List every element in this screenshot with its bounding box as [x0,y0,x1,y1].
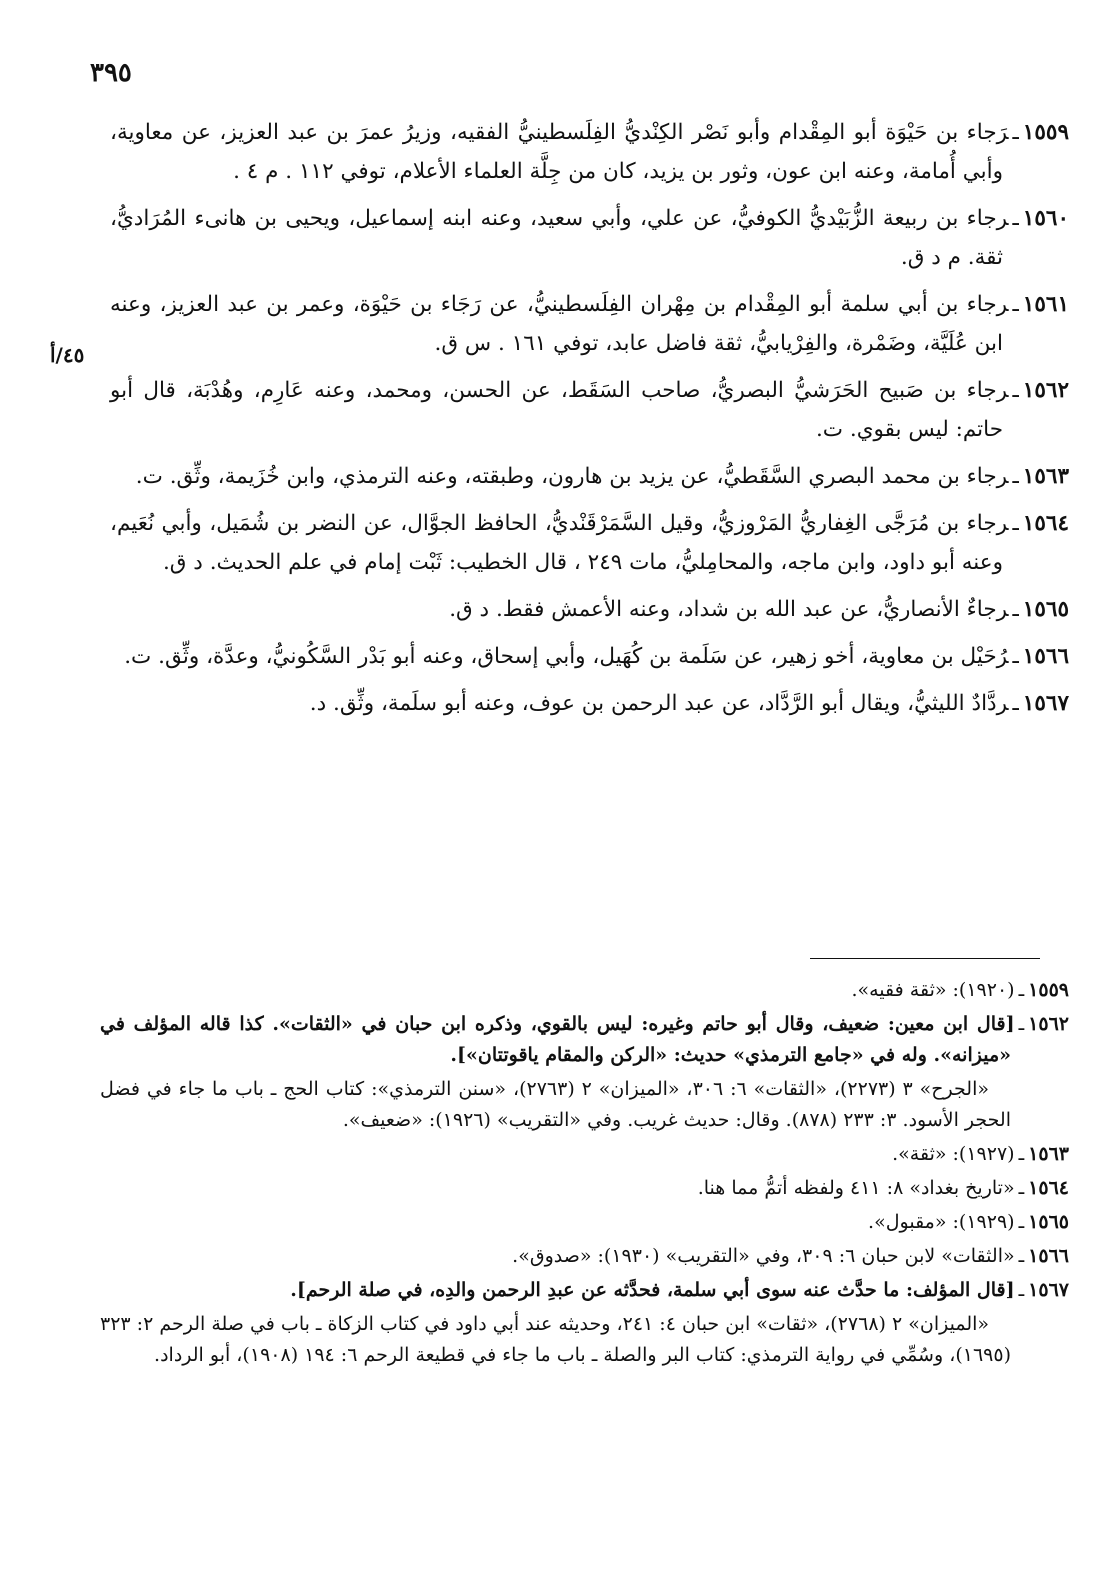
entry-number: ١٥٦٢ [1022,378,1069,403]
footnotes-list [100,975,1069,1374]
entry-separator: ـ [1012,378,1019,403]
footnote-text: «الثقات» لابن حبان ٦: ٣٠٩، وفي «التقريب» (١٩٣٠): «صدوق». [512,1245,1015,1267]
entry-text: رُحَيْل بن معاوية، أخو زهير، عن سَلَمة بن كُهَيل، وأبي إسحاق، وعنه أبو بَدْر السَّكُونيُّ، وعدَّة، وثِّق. ت. [124,644,1009,669]
footnote-separator: ـ [1018,1177,1025,1199]
entry-text: رجاءٌ الأنصاريُّ، عن عبد الله بن شداد، وعنه الأعمش فقط. د ق. [449,597,1009,622]
margin-note: ٤٥/أ [50,343,85,367]
entry-item [110,113,1069,191]
footnote-number: ١٥٦٦ [1028,1245,1069,1267]
footnote-text: «تاريخ بغداد» ٨: ٤١١ ولفظه أتمُّ مما هنا. [697,1177,1015,1199]
footnote-number: ١٥٦٥ [1028,1211,1069,1233]
entry-item [110,504,1069,582]
footnote-number: ١٥٦٣ [1028,1143,1069,1165]
entry-item [110,457,1069,496]
entry-separator: ـ [1012,120,1019,145]
footnote-text: [قال ابن معين: ضعيف، وقال أبو حاتم وغيره: ليس بالقوي، وذكره ابن حبان في «الثقات». كذا قاله المؤلف في «ميزانه». وله في «جامع الترمذي» حديث: «الركن والمقام ياقوتتان»]. [100,1013,1015,1066]
entry-text: رَجاء بن حَيْوَة أبو المِقْدام وأبو نَصْر الكِنْديُّ الفِلَسطينيُّ الفقيه، وزيرُ عمرَ بن عبد العزيز، عن معاوية، وأبي أُمامة، وعنه ابن عون، وثور بن يزيد، كان من جِلَّة العلماء الأعلام، توفي ١١٢ . م ٤ . [110,120,1009,184]
footnote-text: (١٩٢٠): «ثقة فقيه». [851,979,1015,1001]
entry-item [110,590,1069,629]
footnote-source: «الجرح» ٣ (٢٢٧٣)، «الثقات» ٦: ٣٠٦، «الميزان» ٢ (٢٧٦٣)، «سنن الترمذي»: كتاب الحج ـ باب ما جاء في فضل الحجر الأسود. ٣: ٢٣٣ (٨٧٨). وقال: حديث غريب. وفي «التقريب» (١٩٢٦): «ضعيف». [100,1078,1011,1131]
footnote-item [100,1241,1069,1272]
entry-text: رجاء بن مُرَجَّى الغِفاريُّ المَرْوزيُّ، وقيل السَّمَرْقَنْديُّ، الحافظ الجوَّال، عن النضر بن شُمَيل، وأبي نُعَيم، وعنه أبو داود، وابن ماجه، والمحامِليُّ، مات ٢٤٩ ، قال الخطيب: ثَبْت إمام في علم الحديث. د ق. [110,511,1009,575]
entry-number: ١٥٦٦ [1022,644,1069,669]
entry-separator: ـ [1012,511,1019,536]
footnote-separator: ـ [1018,979,1025,1001]
entry-number: ١٥٦١ [1022,292,1069,317]
entry-separator: ـ [1012,206,1019,231]
footnote-item [100,1139,1069,1170]
entry-number: ١٥٦٣ [1022,464,1069,489]
entry-separator: ـ [1012,644,1019,669]
footnote-item [100,1275,1069,1306]
footnote-text: [قال المؤلف: ما حدَّث عنه سوى أبي سلمة، فحدَّثه عن عبدِ الرحمن والدِه، في صلة الرحم]. [290,1279,1015,1301]
footnote-item [100,1009,1069,1071]
footnote-text: (١٩٢٩): «مقبول». [868,1211,1015,1233]
footnote-divider [810,958,1040,959]
entry-number: ١٥٥٩ [1022,120,1069,145]
entry-number: ١٥٦٠ [1022,206,1069,231]
footnote-item [100,1207,1069,1238]
entry-separator: ـ [1012,597,1019,622]
entry-item [110,199,1069,277]
footnote-source: «الميزان» ٢ (٢٧٦٨)، «ثقات» ابن حبان ٤: ٢٤١، وحديثه عند أبي داود في كتاب الزكاة ـ باب في صلة الرحم ٢: ٣٢٣ (١٦٩٥)، وسُمِّي في رواية الترمذي: كتاب البر والصلة ـ باب ما جاء في قطيعة الرحم ٦: ١٩٤ (١٩٠٨)، أبو الرداد. [100,1313,1011,1366]
footnote-separator: ـ [1018,1143,1025,1165]
entry-text: رجاء بن أبي سلمة أبو المِقْدام بن مِهْران الفِلَسطينيُّ، عن رَجَاء بن حَيْوَة، وعمر بن عبد العزيز، وعنه ابن عُلَيَّة، وضَمْرة، والفِرْيابيُّ، ثقة فاضل عابد، توفي ١٦١ . س ق. [110,292,1009,356]
footnote-separator: ـ [1018,1279,1025,1301]
entry-text: رجاء بن ربيعة الزُّبَيْديُّ الكوفيُّ، عن علي، وأبي سعيد، وعنه ابنه إسماعيل، ويحيى بن هانىء المُرَاديُّ، ثقة. م د ق. [110,206,1009,270]
footnote-separator: ـ [1018,1013,1025,1035]
entry-item [110,637,1069,676]
entries-list [110,113,1069,731]
entry-text: ردَّادٌ الليثيُّ، ويقال أبو الرَّدَّاد، عن عبد الرحمن بن عوف، وعنه أبو سلَمة، وثِّق. د. [309,691,1009,716]
footnote-number: ١٥٥٩ [1028,979,1069,1001]
footnote-text: (١٩٢٧): «ثقة». [892,1143,1015,1165]
entry-separator: ـ [1012,691,1019,716]
footnote-separator: ـ [1018,1245,1025,1267]
entry-text: رجاء بن صَبيح الحَرَشيُّ البصريُّ، صاحب السَقَط، عن الحسن، ومحمد، وعنه عَارِم، وهُدْبَة، قال أبو حاتم: ليس بقوي. ت. [110,378,1009,442]
entry-number: ١٥٦٧ [1022,691,1069,716]
footnote-item [100,1173,1069,1204]
entry-text: رجاء بن محمد البصري السَّقَطيُّ، عن يزيد بن هارون، وطبقته، وعنه الترمذي، وابن خُزَيمة، وثِّق. ت. [135,464,1009,489]
entry-separator: ـ [1012,464,1019,489]
entry-item [110,371,1069,449]
footnote-number: ١٥٦٤ [1028,1177,1069,1199]
entry-item [110,285,1069,363]
page-number: ٣٩٥ [90,58,132,88]
footnote-number: ١٥٦٧ [1028,1279,1069,1301]
footnote-item [100,975,1069,1006]
entry-number: ١٥٦٥ [1022,597,1069,622]
footnote-separator: ـ [1018,1211,1025,1233]
footnote-number: ١٥٦٢ [1028,1013,1069,1035]
entry-separator: ـ [1012,292,1019,317]
entry-item [110,684,1069,723]
entry-number: ١٥٦٤ [1022,511,1069,536]
